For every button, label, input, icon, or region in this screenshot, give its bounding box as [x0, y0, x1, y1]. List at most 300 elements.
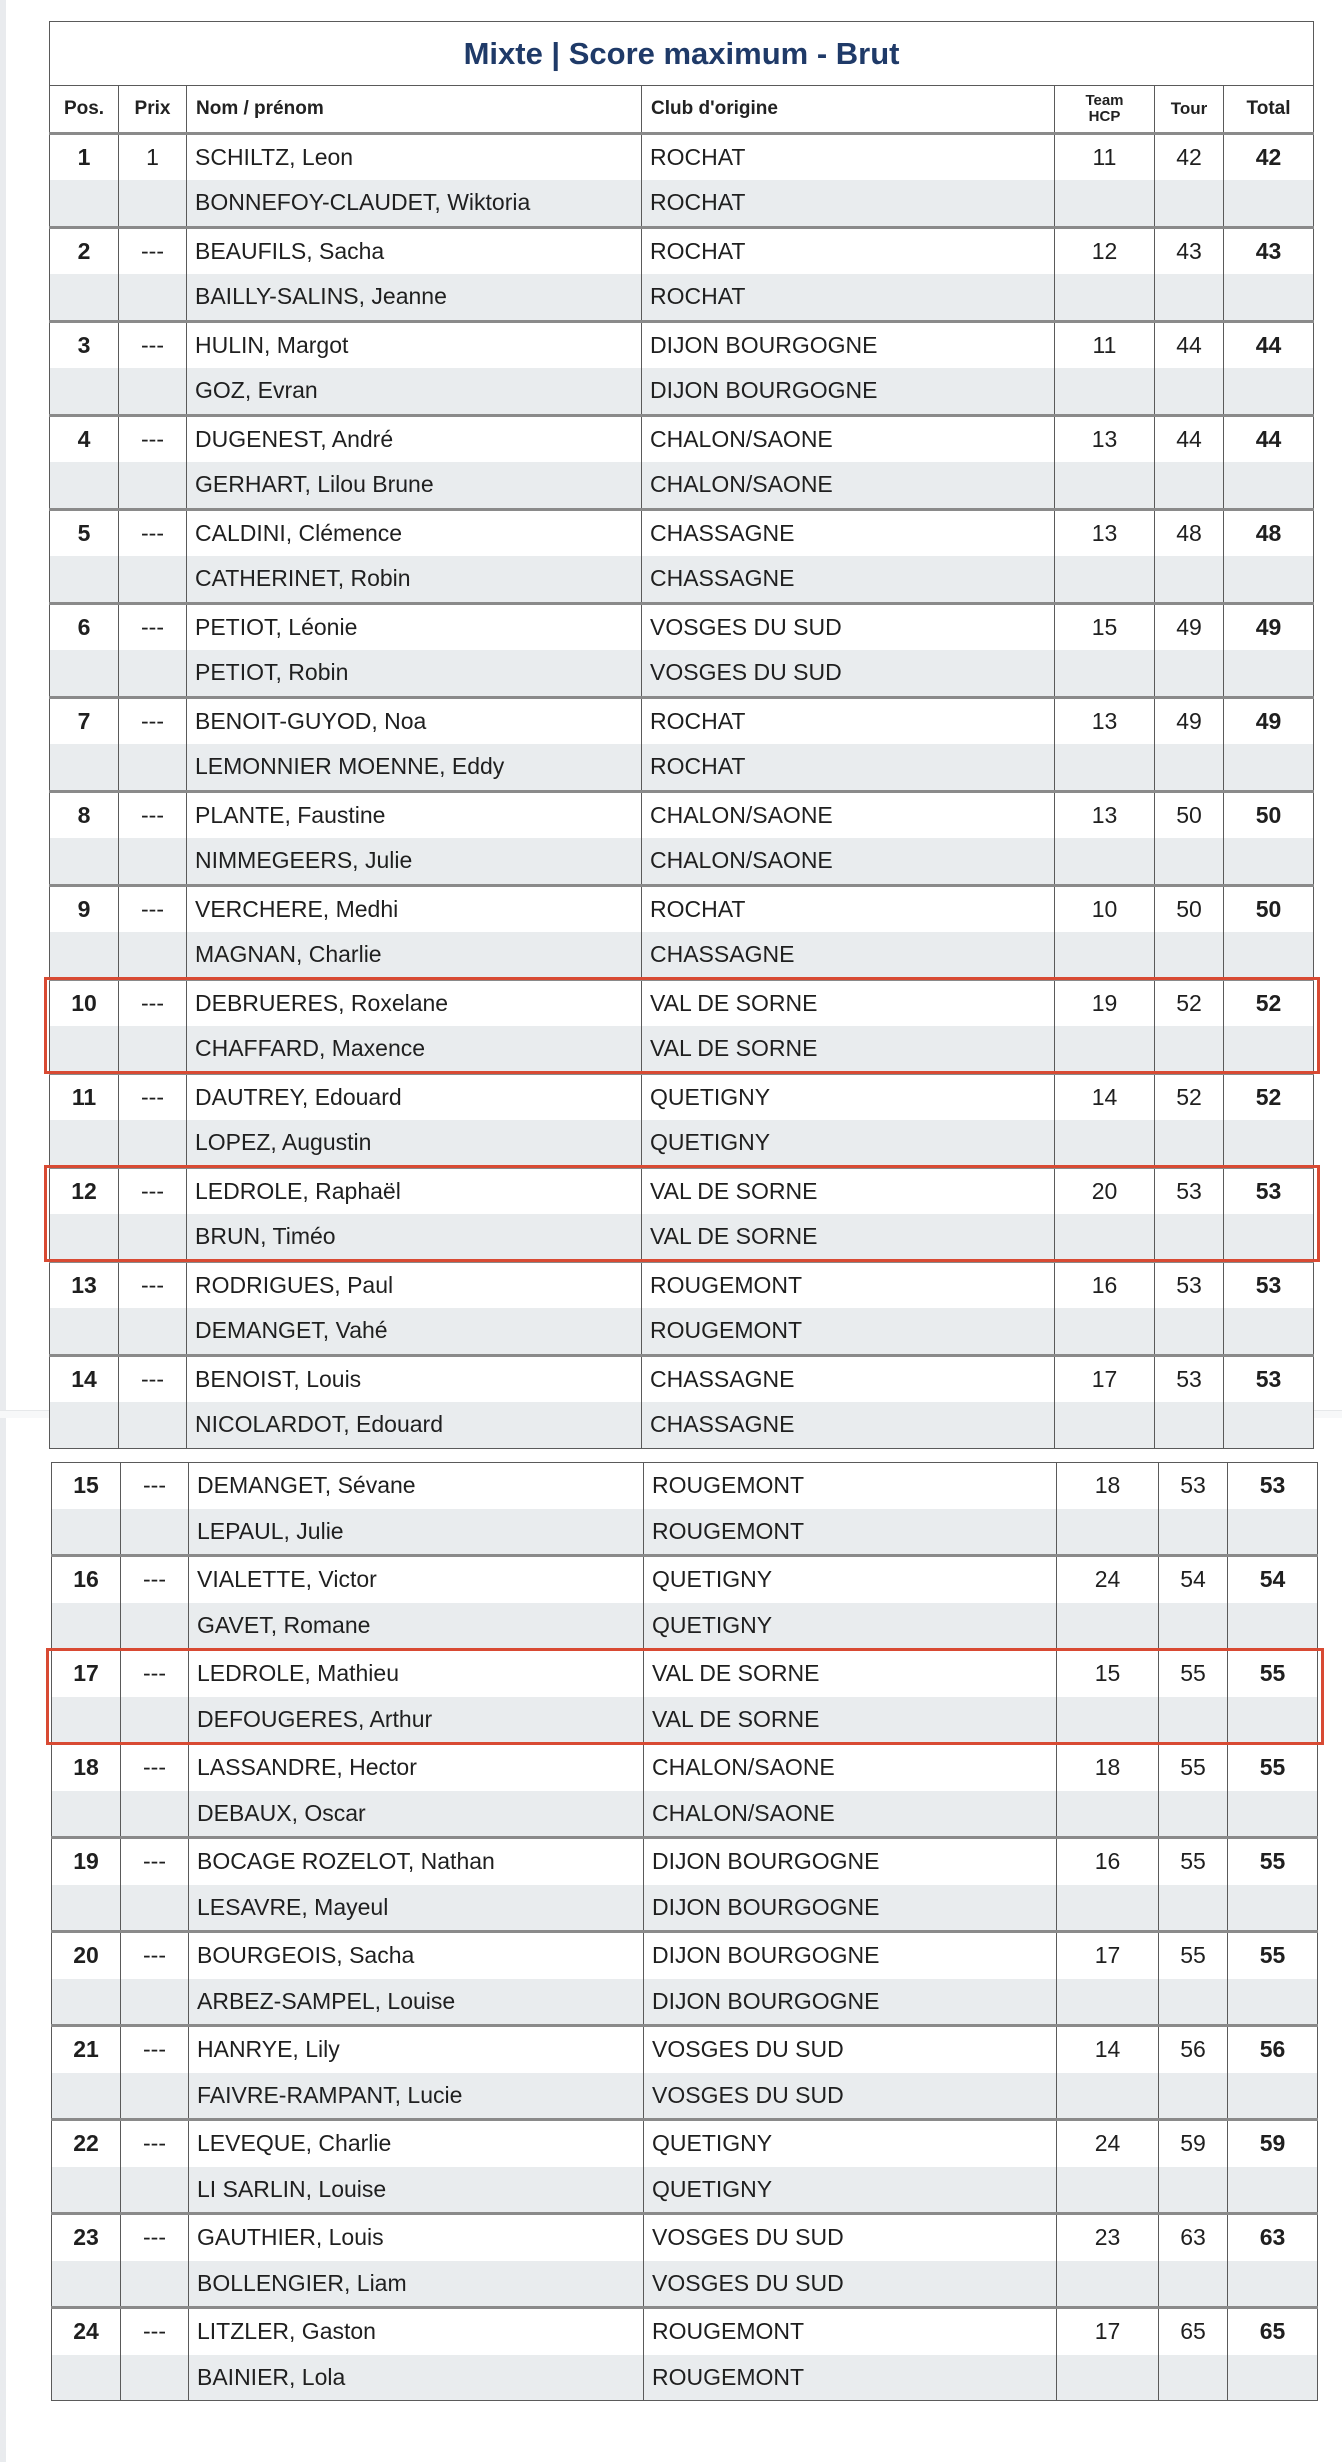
team-hcp-cell: 14: [1057, 2026, 1159, 2073]
total-cell: 55: [1228, 1838, 1318, 1885]
empty-cell: [1057, 2355, 1159, 2401]
empty-cell: [1155, 1214, 1224, 1261]
position-cell: 10: [50, 979, 119, 1026]
prize-cell: 1: [119, 133, 187, 180]
club-cell: VAL DE SORNE: [642, 1167, 1055, 1214]
team-hcp-cell: 24: [1057, 2120, 1159, 2167]
team-hcp-cell: 18: [1057, 1744, 1159, 1791]
empty-cell: [1224, 744, 1314, 791]
empty-cell: [50, 180, 119, 227]
club-cell: CHALON/SAONE: [642, 415, 1055, 462]
tour-cell: 44: [1155, 321, 1224, 368]
club-cell: ROUGEMONT: [642, 1308, 1055, 1355]
table-row: [50, 1355, 1314, 1402]
empty-cell: [1155, 838, 1224, 885]
club-cell: CHALON/SAONE: [642, 462, 1055, 509]
empty-cell: [1055, 462, 1155, 509]
empty-cell: [1057, 1979, 1159, 2026]
empty-cell: [52, 1791, 121, 1838]
empty-cell: [1159, 1603, 1228, 1650]
empty-cell: [119, 650, 187, 697]
empty-cell: [52, 1885, 121, 1932]
results-table-part-2: [51, 1462, 1318, 2401]
club-cell: VAL DE SORNE: [644, 1697, 1057, 1744]
empty-cell: [121, 2167, 189, 2214]
empty-cell: [1055, 556, 1155, 603]
prize-cell: ---: [119, 603, 187, 650]
player-name-cell: ARBEZ-SAMPEL, Louise: [189, 1979, 644, 2026]
header-pos: Pos.: [50, 86, 119, 134]
team-hcp-cell: 11: [1055, 133, 1155, 180]
empty-cell: [121, 2355, 189, 2401]
tour-cell: 52: [1155, 1073, 1224, 1120]
empty-cell: [119, 462, 187, 509]
player-name-cell: VIALETTE, Victor: [189, 1556, 644, 1603]
player-name-cell: LASSANDRE, Hector: [189, 1744, 644, 1791]
empty-cell: [1155, 274, 1224, 321]
club-cell: DIJON BOURGOGNE: [644, 1838, 1057, 1885]
empty-cell: [1057, 1603, 1159, 1650]
table-row: [52, 1603, 1318, 1650]
tour-cell: 44: [1155, 415, 1224, 462]
total-cell: 55: [1228, 1650, 1318, 1697]
position-cell: 20: [52, 1932, 121, 1979]
empty-cell: [119, 1308, 187, 1355]
player-name-cell: BRUN, Timéo: [187, 1214, 642, 1261]
player-name-cell: GOZ, Evran: [187, 368, 642, 415]
total-cell: 65: [1228, 2308, 1318, 2355]
player-name-cell: BEAUFILS, Sacha: [187, 227, 642, 274]
prize-cell: ---: [119, 1167, 187, 1214]
total-cell: 55: [1228, 1932, 1318, 1979]
player-name-cell: SCHILTZ, Leon: [187, 133, 642, 180]
prize-cell: ---: [121, 1650, 189, 1697]
player-name-cell: HANRYE, Lily: [189, 2026, 644, 2073]
player-name-cell: DEBAUX, Oscar: [189, 1791, 644, 1838]
total-cell: 42: [1224, 133, 1314, 180]
empty-cell: [50, 1120, 119, 1167]
team-hcp-cell: 13: [1055, 509, 1155, 556]
position-cell: 19: [52, 1838, 121, 1885]
prize-cell: ---: [121, 2308, 189, 2355]
empty-cell: [121, 1791, 189, 1838]
tour-cell: 50: [1155, 885, 1224, 932]
empty-cell: [1228, 2355, 1318, 2401]
header-tour: Tour: [1155, 86, 1224, 134]
club-cell: CHASSAGNE: [642, 509, 1055, 556]
total-cell: 44: [1224, 321, 1314, 368]
team-hcp-cell: 19: [1055, 979, 1155, 1026]
team-hcp-cell: 13: [1055, 697, 1155, 744]
table-row: [50, 838, 1314, 885]
player-name-cell: LEDROLE, Mathieu: [189, 1650, 644, 1697]
empty-cell: [1155, 556, 1224, 603]
empty-cell: [1224, 650, 1314, 697]
empty-cell: [50, 368, 119, 415]
empty-cell: [1055, 1308, 1155, 1355]
tour-cell: 59: [1159, 2120, 1228, 2167]
player-name-cell: GAVET, Romane: [189, 1603, 644, 1650]
prize-cell: ---: [119, 1355, 187, 1402]
player-name-cell: DEMANGET, Sévane: [189, 1463, 644, 1509]
empty-cell: [50, 1308, 119, 1355]
empty-cell: [119, 1026, 187, 1073]
empty-cell: [121, 2261, 189, 2308]
team-hcp-cell: 17: [1057, 2308, 1159, 2355]
club-cell: DIJON BOURGOGNE: [642, 321, 1055, 368]
empty-cell: [50, 1402, 119, 1448]
empty-cell: [1155, 368, 1224, 415]
prize-cell: ---: [121, 1744, 189, 1791]
table-row: [52, 1932, 1318, 1979]
tour-cell: 49: [1155, 697, 1224, 744]
club-cell: QUETIGNY: [642, 1073, 1055, 1120]
table-row: [52, 1509, 1318, 1556]
table-row: [52, 2355, 1318, 2401]
empty-cell: [50, 744, 119, 791]
table-row: [50, 603, 1314, 650]
header-name: Nom / prénom: [187, 86, 642, 134]
player-name-cell: LESAVRE, Mayeul: [189, 1885, 644, 1932]
player-name-cell: BOLLENGIER, Liam: [189, 2261, 644, 2308]
table-row: [52, 2214, 1318, 2261]
table-row: [50, 556, 1314, 603]
empty-cell: [121, 1509, 189, 1556]
empty-cell: [119, 1402, 187, 1448]
table-row: [52, 2073, 1318, 2120]
tour-cell: 48: [1155, 509, 1224, 556]
prize-cell: ---: [119, 885, 187, 932]
prize-cell: ---: [121, 2026, 189, 2073]
header-team-hcp: Team HCP: [1055, 86, 1155, 134]
table-row: [50, 1026, 1314, 1073]
position-cell: 23: [52, 2214, 121, 2261]
table-row: [50, 1214, 1314, 1261]
empty-cell: [1057, 2073, 1159, 2120]
total-cell: 56: [1228, 2026, 1318, 2073]
player-name-cell: BONNEFOY-CLAUDET, Wiktoria: [187, 180, 642, 227]
club-cell: ROCHAT: [642, 697, 1055, 744]
empty-cell: [1155, 462, 1224, 509]
empty-cell: [52, 1603, 121, 1650]
empty-cell: [1055, 1120, 1155, 1167]
empty-cell: [121, 2073, 189, 2120]
table-row: [50, 1402, 1314, 1448]
empty-cell: [52, 1509, 121, 1556]
empty-cell: [119, 1214, 187, 1261]
table-row: [50, 274, 1314, 321]
empty-cell: [1224, 274, 1314, 321]
player-name-cell: PETIOT, Léonie: [187, 603, 642, 650]
position-cell: 6: [50, 603, 119, 650]
empty-cell: [1159, 1885, 1228, 1932]
table-row: [50, 321, 1314, 368]
table-row: [52, 1463, 1318, 1509]
empty-cell: [52, 2261, 121, 2308]
prize-cell: ---: [119, 321, 187, 368]
empty-cell: [1057, 2167, 1159, 2214]
club-cell: CHALON/SAONE: [642, 838, 1055, 885]
empty-cell: [1057, 1697, 1159, 1744]
header-total: Total: [1224, 86, 1314, 134]
prize-cell: ---: [121, 2120, 189, 2167]
empty-cell: [1224, 1026, 1314, 1073]
team-hcp-cell: 13: [1055, 415, 1155, 462]
empty-cell: [1224, 838, 1314, 885]
tour-cell: 50: [1155, 791, 1224, 838]
table-row: [50, 1120, 1314, 1167]
table-row: [50, 133, 1314, 180]
results-body-part-2: [52, 1463, 1318, 2401]
empty-cell: [50, 932, 119, 979]
club-cell: QUETIGNY: [644, 1603, 1057, 1650]
table-row: [52, 2120, 1318, 2167]
club-cell: ROCHAT: [642, 744, 1055, 791]
empty-cell: [1224, 1214, 1314, 1261]
empty-cell: [119, 932, 187, 979]
table-row: [50, 509, 1314, 556]
team-hcp-cell: 18: [1057, 1463, 1159, 1509]
tour-cell: 55: [1159, 1744, 1228, 1791]
empty-cell: [1224, 180, 1314, 227]
table-row: [52, 2261, 1318, 2308]
empty-cell: [1224, 462, 1314, 509]
position-cell: 9: [50, 885, 119, 932]
club-cell: CHASSAGNE: [642, 1355, 1055, 1402]
club-cell: ROUGEMONT: [644, 2308, 1057, 2355]
player-name-cell: FAIVRE-RAMPANT, Lucie: [189, 2073, 644, 2120]
position-cell: 2: [50, 227, 119, 274]
empty-cell: [1228, 1509, 1318, 1556]
prize-cell: ---: [119, 979, 187, 1026]
position-cell: 5: [50, 509, 119, 556]
team-hcp-cell: 16: [1055, 1261, 1155, 1308]
total-cell: 49: [1224, 603, 1314, 650]
position-cell: 7: [50, 697, 119, 744]
team-hcp-cell: 24: [1057, 1556, 1159, 1603]
page-edge: [0, 0, 6, 1410]
empty-cell: [1155, 1120, 1224, 1167]
results-table-part-1: [49, 21, 1314, 1449]
empty-cell: [52, 1979, 121, 2026]
empty-cell: [1057, 1791, 1159, 1838]
empty-cell: [1055, 744, 1155, 791]
empty-cell: [1055, 838, 1155, 885]
empty-cell: [1155, 932, 1224, 979]
player-name-cell: LEPAUL, Julie: [189, 1509, 644, 1556]
table-row: [52, 2167, 1318, 2214]
player-name-cell: LI SARLIN, Louise: [189, 2167, 644, 2214]
player-name-cell: LOPEZ, Augustin: [187, 1120, 642, 1167]
table-row: [50, 180, 1314, 227]
empty-cell: [119, 180, 187, 227]
table-row: [52, 1697, 1318, 1744]
player-name-cell: GAUTHIER, Louis: [189, 2214, 644, 2261]
prize-cell: ---: [119, 227, 187, 274]
player-name-cell: CHAFFARD, Maxence: [187, 1026, 642, 1073]
tour-cell: 54: [1159, 1556, 1228, 1603]
player-name-cell: BOURGEOIS, Sacha: [189, 1932, 644, 1979]
player-name-cell: RODRIGUES, Paul: [187, 1261, 642, 1308]
table-row: [50, 1073, 1314, 1120]
team-hcp-cell: 17: [1055, 1355, 1155, 1402]
empty-cell: [121, 1885, 189, 1932]
player-name-cell: BAILLY-SALINS, Jeanne: [187, 274, 642, 321]
club-cell: DIJON BOURGOGNE: [644, 1932, 1057, 1979]
table-row: [50, 979, 1314, 1026]
header-club: Club d'origine: [642, 86, 1055, 134]
empty-cell: [1228, 1603, 1318, 1650]
empty-cell: [1055, 650, 1155, 697]
empty-cell: [1224, 932, 1314, 979]
player-name-cell: HULIN, Margot: [187, 321, 642, 368]
player-name-cell: BENOIT-GUYOD, Noa: [187, 697, 642, 744]
position-cell: 11: [50, 1073, 119, 1120]
table-row: [50, 932, 1314, 979]
prize-cell: ---: [121, 1932, 189, 1979]
player-name-cell: BENOIST, Louis: [187, 1355, 642, 1402]
page-edge: [0, 1418, 6, 2462]
position-cell: 3: [50, 321, 119, 368]
tour-cell: 53: [1159, 1463, 1228, 1509]
empty-cell: [1055, 1214, 1155, 1261]
club-cell: CHASSAGNE: [642, 932, 1055, 979]
club-cell: CHALON/SAONE: [642, 791, 1055, 838]
player-name-cell: VERCHERE, Medhi: [187, 885, 642, 932]
player-name-cell: DAUTREY, Edouard: [187, 1073, 642, 1120]
total-cell: 49: [1224, 697, 1314, 744]
empty-cell: [119, 368, 187, 415]
table-row: [50, 415, 1314, 462]
club-cell: ROUGEMONT: [642, 1261, 1055, 1308]
empty-cell: [1055, 932, 1155, 979]
total-cell: 63: [1228, 2214, 1318, 2261]
empty-cell: [52, 1697, 121, 1744]
tour-cell: 63: [1159, 2214, 1228, 2261]
table-row: [52, 1791, 1318, 1838]
empty-cell: [1155, 1308, 1224, 1355]
empty-cell: [50, 1026, 119, 1073]
empty-cell: [1055, 274, 1155, 321]
table-row: [52, 2026, 1318, 2073]
team-hcp-cell: 15: [1057, 1650, 1159, 1697]
club-cell: QUETIGNY: [644, 2120, 1057, 2167]
empty-cell: [121, 1979, 189, 2026]
position-cell: 21: [52, 2026, 121, 2073]
club-cell: ROUGEMONT: [644, 1463, 1057, 1509]
player-name-cell: DUGENEST, André: [187, 415, 642, 462]
player-name-cell: LEMONNIER MOENNE, Eddy: [187, 744, 642, 791]
player-name-cell: BAINIER, Lola: [189, 2355, 644, 2401]
tour-cell: 53: [1155, 1167, 1224, 1214]
club-cell: VAL DE SORNE: [642, 979, 1055, 1026]
club-cell: VOSGES DU SUD: [644, 2261, 1057, 2308]
position-cell: 17: [52, 1650, 121, 1697]
empty-cell: [1057, 1509, 1159, 1556]
empty-cell: [50, 462, 119, 509]
position-cell: 15: [52, 1463, 121, 1509]
tour-cell: 56: [1159, 2026, 1228, 2073]
empty-cell: [1159, 2073, 1228, 2120]
empty-cell: [52, 2355, 121, 2401]
team-hcp-cell: 16: [1057, 1838, 1159, 1885]
club-cell: ROCHAT: [642, 133, 1055, 180]
club-cell: ROUGEMONT: [644, 1509, 1057, 1556]
empty-cell: [1055, 1026, 1155, 1073]
club-cell: CHALON/SAONE: [644, 1791, 1057, 1838]
club-cell: VAL DE SORNE: [642, 1026, 1055, 1073]
empty-cell: [50, 1214, 119, 1261]
table-row: [52, 1838, 1318, 1885]
empty-cell: [1228, 1979, 1318, 2026]
total-cell: 43: [1224, 227, 1314, 274]
prize-cell: ---: [121, 1463, 189, 1509]
player-name-cell: DEFOUGERES, Arthur: [189, 1697, 644, 1744]
player-name-cell: NICOLARDOT, Edouard: [187, 1402, 642, 1448]
total-cell: 53: [1224, 1261, 1314, 1308]
club-cell: VAL DE SORNE: [644, 1650, 1057, 1697]
prize-cell: ---: [119, 1073, 187, 1120]
table-row: [52, 1744, 1318, 1791]
team-hcp-cell: 12: [1055, 227, 1155, 274]
club-cell: CHASSAGNE: [642, 556, 1055, 603]
empty-cell: [1057, 1885, 1159, 1932]
player-name-cell: CATHERINET, Robin: [187, 556, 642, 603]
table-row: [52, 1556, 1318, 1603]
table-row: [52, 1979, 1318, 2026]
empty-cell: [52, 2073, 121, 2120]
total-cell: 55: [1228, 1744, 1318, 1791]
table-row: [50, 1167, 1314, 1214]
club-cell: QUETIGNY: [644, 1556, 1057, 1603]
empty-cell: [1224, 1402, 1314, 1448]
header-prix: Prix: [119, 86, 187, 134]
empty-cell: [1055, 180, 1155, 227]
empty-cell: [1159, 2355, 1228, 2401]
total-cell: 50: [1224, 791, 1314, 838]
club-cell: ROCHAT: [642, 180, 1055, 227]
player-name-cell: LEDROLE, Raphaël: [187, 1167, 642, 1214]
empty-cell: [1155, 650, 1224, 697]
position-cell: 13: [50, 1261, 119, 1308]
total-cell: 50: [1224, 885, 1314, 932]
team-hcp-cell: 17: [1057, 1932, 1159, 1979]
prize-cell: ---: [119, 697, 187, 744]
position-cell: 12: [50, 1167, 119, 1214]
empty-cell: [119, 838, 187, 885]
empty-cell: [119, 274, 187, 321]
club-cell: VOSGES DU SUD: [644, 2073, 1057, 2120]
position-cell: 24: [52, 2308, 121, 2355]
empty-cell: [1055, 368, 1155, 415]
player-name-cell: MAGNAN, Charlie: [187, 932, 642, 979]
prize-cell: ---: [119, 509, 187, 556]
player-name-cell: NIMMEGEERS, Julie: [187, 838, 642, 885]
empty-cell: [119, 744, 187, 791]
player-name-cell: CALDINI, Clémence: [187, 509, 642, 556]
empty-cell: [50, 838, 119, 885]
table-row: [52, 2308, 1318, 2355]
tour-cell: 55: [1159, 1838, 1228, 1885]
position-cell: 1: [50, 133, 119, 180]
club-cell: CHASSAGNE: [642, 1402, 1055, 1448]
club-cell: VOSGES DU SUD: [644, 2026, 1057, 2073]
club-cell: ROUGEMONT: [644, 2355, 1057, 2401]
empty-cell: [1228, 1697, 1318, 1744]
empty-cell: [1159, 2167, 1228, 2214]
team-hcp-cell: 10: [1055, 885, 1155, 932]
club-cell: ROCHAT: [642, 227, 1055, 274]
